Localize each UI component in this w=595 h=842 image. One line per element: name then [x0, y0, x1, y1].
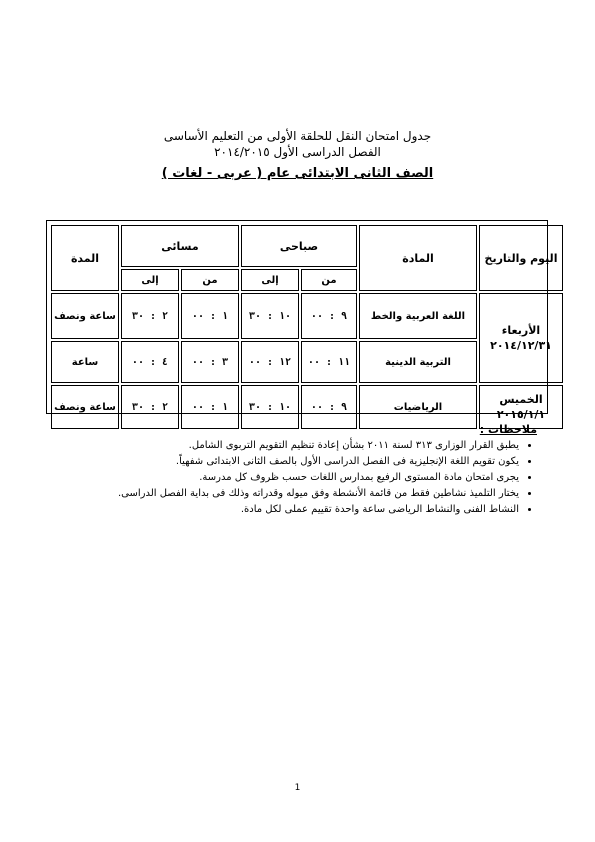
duration-cell: ساعة ونصف: [51, 293, 119, 339]
notes-list: [57, 438, 537, 518]
duration-cell: ساعة: [51, 341, 119, 383]
evening-from-cell: ١ : ٠٠: [181, 293, 239, 339]
notes-title: ملاحظات :: [479, 423, 537, 436]
header-grade: الصف الثانى الابتدائى عام ( عربى - لغات ): [161, 166, 434, 181]
document-header: [0, 128, 595, 184]
subject-cell: اللغة العربية والخط: [359, 293, 477, 339]
header-subject: المادة: [359, 225, 477, 291]
header-day-date: اليوم والتاريخ: [479, 225, 563, 291]
day-date: ٢٠١٤/١٢/٣١: [490, 339, 552, 352]
header-evening-to: إلى: [121, 269, 179, 291]
morning-to-cell: ١٠ : ٣٠: [241, 293, 299, 339]
page-number: 1: [294, 783, 301, 793]
list-item: • النشاط الفنى والنشاط الرياضى ساعة واحدة تقييم عملى لكل مادة.: [57, 502, 519, 518]
evening-to-cell: ٢ : ٣٠: [121, 293, 179, 339]
header-duration: المدة: [51, 225, 119, 291]
exam-schedule-table: [46, 220, 558, 421]
evening-to-cell: ٢ : ٣٠: [121, 385, 179, 429]
header-title: جدول امتحان النقل للحلقة الأولى من التعليم الأساسى: [163, 129, 432, 143]
evening-from-cell: ١ : ٠٠: [181, 385, 239, 429]
header-morning-to: إلى: [241, 269, 299, 291]
morning-to-cell: ١٠ : ٣٠: [241, 385, 299, 429]
morning-from-cell: ٩ : ٠٠: [301, 385, 357, 429]
morning-from-cell: ١١ : ٠٠: [301, 341, 357, 383]
evening-from-cell: ٣ : ٠٠: [181, 341, 239, 383]
morning-to-cell: ١٢ : ٠٠: [241, 341, 299, 383]
list-item: • يختار التلميذ نشاطين فقط من قائمة الأنشطة وفق ميوله وقدراته وذلك فى بداية الفصل الدراسى.: [57, 486, 519, 502]
day-cell: [479, 293, 563, 383]
notes-section: [57, 422, 537, 518]
subject-cell: الرياضيات: [359, 385, 477, 429]
table-row: [51, 293, 563, 339]
header-morning-from: من: [301, 269, 357, 291]
header-evening: مسائى: [121, 225, 239, 267]
list-item: • يجرى امتحان مادة المستوى الرفيع بمدارس اللغات حسب ظروف كل مدرسة.: [57, 470, 519, 486]
day-date: ٢٠١٥/١/١: [496, 408, 546, 421]
evening-to-cell: ٤ : ٠٠: [121, 341, 179, 383]
header-morning: صباحى: [241, 225, 357, 267]
header-evening-from: من: [181, 269, 239, 291]
morning-from-cell: ٩ : ٠٠: [301, 293, 357, 339]
duration-cell: ساعة ونصف: [51, 385, 119, 429]
day-name: الأربعاء: [501, 324, 541, 337]
list-item: • يكون تقويم اللغة الإنجليزية فى الفصل الدراسى الأول بالصف الثانى الابتدائى شفهياً.: [57, 454, 519, 470]
list-item: • يطبق القرار الوزارى ٣١٣ لسنة ٢٠١١ بشأن إعادة تنظيم التقويم التربوى الشامل.: [57, 438, 519, 454]
subject-cell: التربية الدينية: [359, 341, 477, 383]
header-term: الفصل الدراسى الأول ٢٠١٤/٢٠١٥: [214, 145, 381, 159]
day-name: الخميس: [499, 393, 543, 406]
